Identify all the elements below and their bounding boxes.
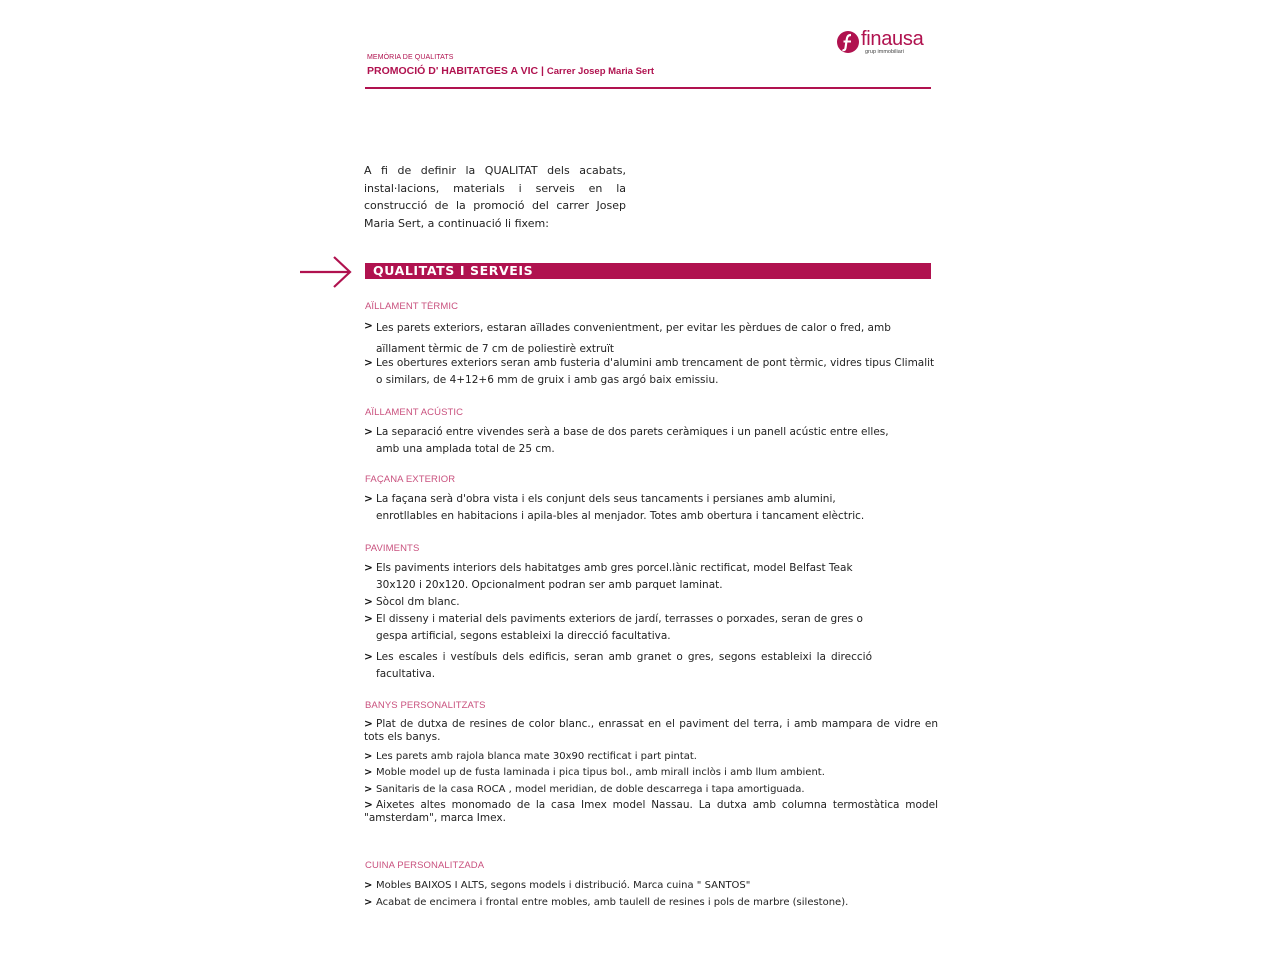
section-title-aillament-acustic: AÏLLAMENT ACÚSTIC [365, 407, 464, 418]
list-item [364, 781, 939, 798]
section-title-aillament-termic: AÏLLAMENT TÈRMIC [365, 301, 459, 312]
title-main: PROMOCIÓ D' HABITATGES A VIC [367, 65, 539, 77]
bullet-marker: > [364, 784, 373, 795]
logo-tagline: grup immobiliari [865, 49, 904, 55]
list-item-text: Mobles BAIXOS I ALTS, segons models i distribució. Marca cuina " SANTOS" [376, 880, 751, 891]
section-banner: QUALITATS I SERVEIS [365, 263, 931, 279]
bullet-marker: > [364, 651, 373, 663]
list-item-text: Acabat de encimera i frontal entre mobles, amb taulell de resines i pols de marbre (silestone). [376, 897, 849, 908]
list-item [364, 894, 939, 911]
bullet-marker: > [364, 613, 373, 625]
document-title [367, 65, 654, 77]
document-kicker: MEMÒRIA DE QUALITATS [367, 54, 454, 61]
section-title-cuina-personalitzada: CUINA PERSONALITZADA [365, 860, 485, 871]
header-rule [365, 87, 931, 89]
title-subtitle: Carrer Josep Maria Sert [546, 66, 655, 77]
logo-wordmark: finausa [861, 28, 924, 50]
list-item-text: El disseny i material dels paviments exteriors de jardí, terrasses o porxades, seran de gres o gespa artificial, segons estableixi la direcció facultativa. [376, 613, 863, 642]
list-item [364, 649, 872, 683]
list-item [364, 355, 939, 389]
intro-paragraph: A fi de definir la QUALITAT dels acabats, instal·lacions, materials i serveis en la construcció de la promoció del carrer Josep Maria Sert, a continuació li fixem: [364, 164, 626, 230]
list-item-text: Plat de dutxa de resines de color blanc., enrassat en el paviment del terra, i amb mampara de vidre en tots els banys. [364, 718, 938, 743]
list-item-text: Moble model up de fusta laminada i pica tipus bol., amb mirall inclòs i amb llum ambient. [376, 767, 825, 778]
list-item [364, 560, 894, 594]
list-item [364, 491, 894, 525]
bullet-marker: > [364, 897, 373, 908]
list-item-text: Les obertures exteriors seran amb fusteria d'alumini amb trencament de pont tèrmic, vidres tipus Climalit o similars, de 4+12+6 mm de gruix i amb gas argó baix emissiu. [376, 357, 935, 386]
bullet-marker: > [364, 799, 373, 811]
list-item [364, 424, 894, 458]
section-title-banys-personalitzats: BANYS PERSONALITZATS [365, 700, 486, 711]
list-item-text: La separació entre vivendes serà a base de dos parets ceràmiques i un panell acústic entre elles, amb una amplada total de 25 cm. [376, 426, 889, 455]
list-item-text: Les parets exteriors, estaran aïllades convenientment, per evitar les pèrdues de calor o fred, amb aïllament tèrmic de 7 cm de poliestirè extruït [376, 322, 891, 355]
list-item-text: La façana serà d'obra vista i els conjunt dels seus tancaments i persianes amb alumini, enrotllables en habitacions i apila-bles al menjador. Totes amb obertura i tancament elèctric. [376, 493, 865, 522]
list-item-text: Les escales i vestíbuls dels edificis, seran amb granet o gres, segons estableixi la direcció facultativa. [376, 651, 872, 680]
list-item-text: Els paviments interiors dels habitatges amb gres porcel.lànic rectificat, model Belfast Teak 30x120 i 20x120. Opcionalment podran ser amb parquet laminat. [376, 562, 853, 591]
bullet-marker: > [364, 767, 373, 778]
logo-mark-icon [836, 30, 860, 54]
title-separator: | [541, 65, 544, 77]
section-title-facana-exterior: FAÇANA EXTERIOR [365, 474, 456, 485]
list-item-text: Sòcol dm blanc. [376, 596, 460, 608]
bullet-marker: > [364, 493, 373, 505]
bullet-marker: > [364, 751, 373, 762]
list-item [364, 877, 939, 894]
list-item-text: Aixetes altes monomado de la casa Imex model Nassau. La dutxa amb columna termostàtica model "amsterdam", marca Imex. [364, 799, 938, 824]
arrow-right-icon [298, 255, 354, 289]
list-item-text: Les parets amb rajola blanca mate 30x90 rectificat i part pintat. [376, 751, 697, 762]
bullet-marker: > [364, 562, 373, 574]
section-title-paviments: PAVIMENTS [365, 543, 420, 554]
list-item [364, 594, 939, 611]
bullet-marker: > [364, 426, 373, 438]
finausa-logo [836, 30, 936, 60]
list-item [364, 799, 938, 825]
list-item [364, 764, 939, 781]
list-item-text: Sanitaris de la casa ROCA , model meridian, de doble descarrega i tapa amortiguada. [376, 784, 805, 795]
bullet-marker: > [364, 880, 373, 891]
bullet-marker: > [364, 357, 373, 369]
bullet-marker: > [364, 320, 373, 332]
bullet-marker: > [364, 718, 373, 730]
list-item [364, 318, 939, 360]
list-item [364, 718, 938, 744]
list-item [364, 748, 939, 765]
list-item [364, 611, 879, 645]
bullet-marker: > [364, 596, 373, 608]
